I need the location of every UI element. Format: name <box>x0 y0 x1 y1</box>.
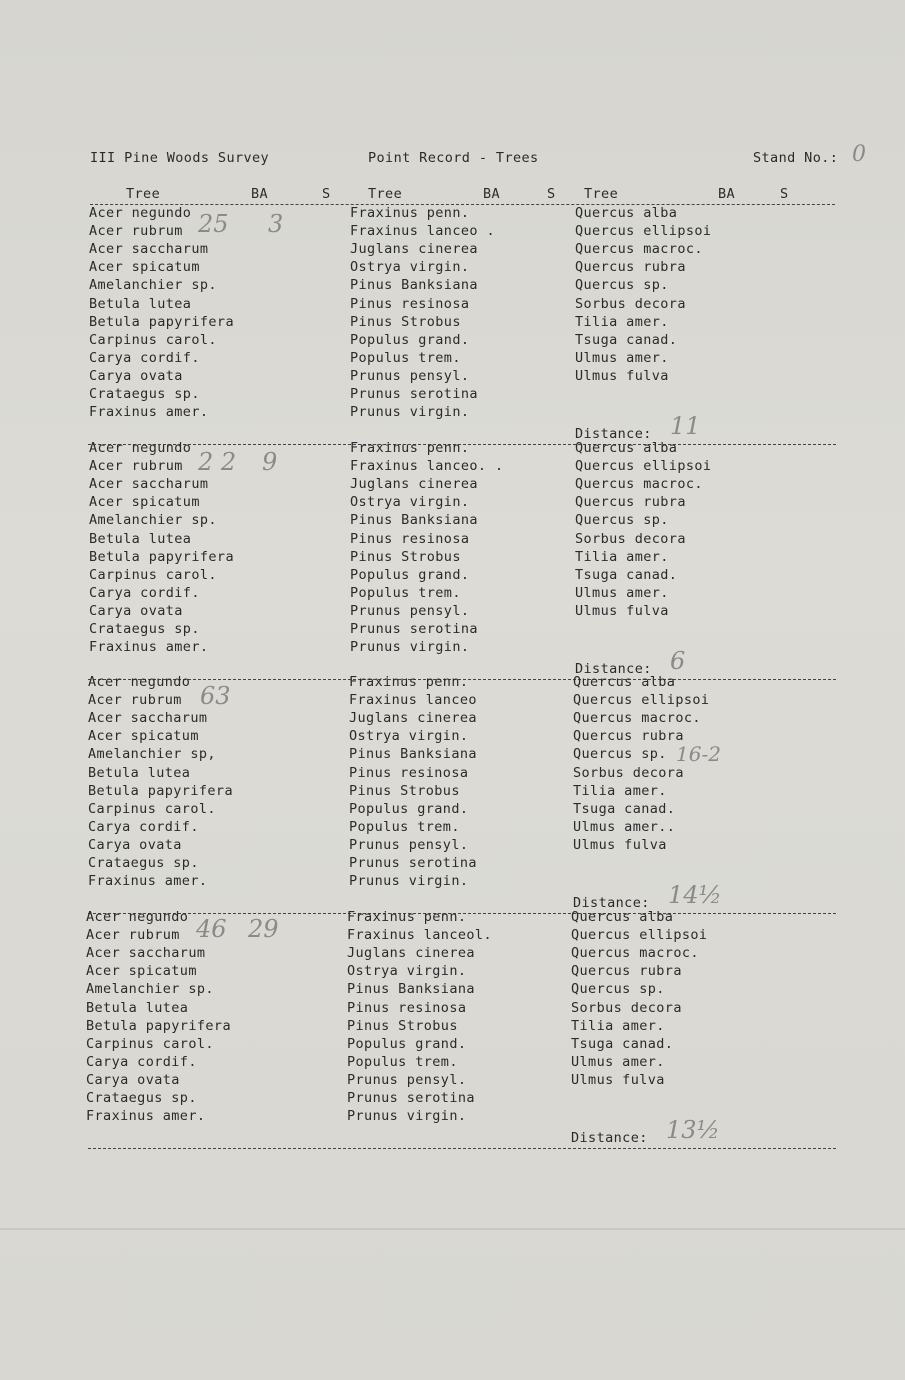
tree-species-entry: Carpinus carol. <box>89 331 217 348</box>
tree-species-entry: Ostrya virgin. <box>350 259 470 276</box>
tree-species-entry: Carya cordif. <box>89 584 200 601</box>
tree-species-entry: Acer saccharum <box>88 710 208 727</box>
tree-species-entry: Fraxinus amer. <box>89 639 209 656</box>
tree-species-entry: Ulmus fulva <box>573 836 667 853</box>
tree-species-entry: Quercus ellipsoi <box>573 692 710 709</box>
tree-species-entry: Amelanchier sp. <box>89 512 217 529</box>
col2-ba-header: BA <box>483 186 501 202</box>
distance-label: Distance: <box>575 426 652 443</box>
tree-species-entry: Tilia amer. <box>575 313 669 330</box>
handwritten-s-value: 9 <box>262 448 278 476</box>
handwritten-ba-value: 2 2 <box>198 448 237 476</box>
tree-species-entry: Prunus pensyl. <box>347 1071 467 1088</box>
tree-species-entry: Ulmus amer. <box>571 1053 665 1070</box>
tree-species-entry: Populus grand. <box>347 1035 467 1052</box>
tree-species-entry: Populus grand. <box>350 566 470 583</box>
tree-species-entry: Fraxinus penn. <box>347 909 467 925</box>
distance-label: Distance: <box>575 661 652 678</box>
tree-species-entry: Quercus macroc. <box>571 945 699 962</box>
tree-species-entry: Populus trem. <box>349 818 460 835</box>
tree-species-entry: Prunus serotina <box>347 1090 475 1106</box>
tree-species-entry: Pinus Banksiana <box>350 277 478 294</box>
tree-species-entry: Carpinus carol. <box>86 1035 214 1052</box>
tree-species-entry: Quercus macroc. <box>575 476 703 493</box>
tree-species-entry: Acer rubrum <box>89 223 183 240</box>
tree-species-entry: Juglans cinerea <box>349 710 477 727</box>
tree-species-entry: Ostrya virgin. <box>350 494 470 511</box>
tree-species-entry: Fraxinus amer. <box>89 404 209 421</box>
tree-species-entry: Sorbus decora <box>575 530 686 547</box>
distance-label: Distance: <box>573 895 650 912</box>
tree-species-entry: Crataegus sp. <box>88 855 199 871</box>
tree-species-entry: Tsuga canad. <box>573 800 676 817</box>
tree-species-entry: Ostrya virgin. <box>347 963 467 980</box>
tree-species-entry: Pinus Strobus <box>350 548 461 565</box>
tree-species-entry: Ulmus amer.. <box>573 818 676 835</box>
handwritten-distance-value: 13½ <box>666 1116 720 1145</box>
tree-species-entry: Betula lutea <box>89 295 192 312</box>
tree-species-entry: Prunus virgin. <box>350 639 470 656</box>
tree-species-entry: Acer spicatum <box>89 494 200 511</box>
tree-species-entry: Pinus Banksiana <box>347 981 475 998</box>
tree-species-entry: Acer negundo <box>89 440 192 456</box>
tree-species-entry: Crataegus sp. <box>86 1090 197 1106</box>
tree-species-entry: Juglans cinerea <box>350 241 478 258</box>
tree-species-entry: Carya cordif. <box>89 349 200 366</box>
tree-species-entry: Quercus alba <box>573 674 676 690</box>
tree-species-entry: Prunus virgin. <box>347 1108 467 1125</box>
tree-species-entry: Tilia amer. <box>573 782 667 799</box>
tree-species-entry: Fraxinus penn. <box>350 440 470 456</box>
tree-species-entry: Amelanchier sp. <box>89 277 217 294</box>
handwritten-distance-value: 6 <box>670 647 686 676</box>
tree-species-entry: Pinus Banksiana <box>349 746 477 763</box>
tree-species-entry: Acer saccharum <box>89 476 209 493</box>
tree-species-entry: Acer saccharum <box>86 945 206 962</box>
tree-species-entry: Acer rubrum <box>88 692 182 709</box>
tree-species-entry: Acer rubrum <box>86 927 180 944</box>
tree-species-entry: Quercus rubra <box>575 259 686 276</box>
handwritten-s-value: 29 <box>248 915 279 943</box>
tree-species-entry: Ulmus fulva <box>575 602 669 619</box>
col2-s-header: S <box>547 186 556 202</box>
tree-species-entry: Populus grand. <box>350 331 470 348</box>
handwritten-ba-value: 63 <box>200 682 231 710</box>
tree-species-entry: Acer spicatum <box>89 259 200 276</box>
handwritten-distance-value: 14½ <box>668 881 722 910</box>
tree-species-entry: Fraxinus lanceo . <box>350 223 495 240</box>
tree-species-entry: Populus trem. <box>350 584 461 601</box>
tree-species-entry: Populus trem. <box>350 349 461 366</box>
tree-species-entry: Betula lutea <box>89 530 192 547</box>
col2-tree-header: Tree <box>368 186 403 202</box>
col3-ba-header: BA <box>718 186 736 202</box>
stand-number-label: Stand No.: <box>753 150 839 166</box>
tree-species-entry: Tsuga canad. <box>575 331 678 348</box>
handwritten-note: 16-2 <box>676 742 721 766</box>
tree-species-entry: Ulmus fulva <box>571 1071 665 1088</box>
block-divider-rule <box>88 1148 836 1149</box>
tree-species-entry: Amelanchier sp, <box>88 746 216 763</box>
tree-species-entry: Acer saccharum <box>89 241 209 258</box>
tree-species-entry: Quercus sp. <box>575 277 669 294</box>
tree-species-entry: Quercus ellipsoi <box>575 223 712 240</box>
tree-species-entry: Prunus virgin. <box>349 873 469 890</box>
tree-species-entry: Acer spicatum <box>88 728 199 745</box>
tree-species-entry: Acer negundo <box>89 205 192 221</box>
tree-species-entry: Betula papyrifera <box>86 1017 231 1034</box>
tree-species-entry: Ostrya virgin. <box>349 728 469 745</box>
tree-species-entry: Betula papyrifera <box>89 313 234 330</box>
tree-species-entry: Quercus sp. <box>575 512 669 529</box>
tree-species-entry: Prunus virgin. <box>350 404 470 421</box>
tree-species-entry: Betula lutea <box>86 999 189 1016</box>
tree-species-entry: Ulmus amer. <box>575 349 669 366</box>
tree-species-entry: Pinus Strobus <box>349 782 460 799</box>
col1-tree-header: Tree <box>126 186 161 202</box>
tree-species-entry: Amelanchier sp. <box>86 981 214 998</box>
tree-species-entry: Quercus alba <box>575 205 678 221</box>
tree-species-entry: Juglans cinerea <box>350 476 478 493</box>
tree-species-entry: Tsuga canad. <box>571 1035 674 1052</box>
tree-species-entry: Fraxinus lanceol. <box>347 927 492 944</box>
tree-species-entry: Pinus resinosa <box>349 764 469 781</box>
col1-s-header: S <box>322 186 331 202</box>
tree-species-entry: Quercus macroc. <box>575 241 703 258</box>
tree-species-entry: Crataegus sp. <box>89 621 200 637</box>
tree-species-entry: Tilia amer. <box>575 548 669 565</box>
record-title: Point Record - Trees <box>368 150 539 166</box>
tree-species-entry: Sorbus decora <box>575 295 686 312</box>
col1-ba-header: BA <box>251 186 269 202</box>
tree-species-entry: Fraxinus penn. <box>349 674 469 690</box>
tree-species-entry: Pinus Strobus <box>350 313 461 330</box>
tree-species-entry: Pinus Banksiana <box>350 512 478 529</box>
tree-species-entry: Pinus resinosa <box>350 295 470 312</box>
tree-species-entry: Quercus sp. <box>573 746 667 763</box>
tree-species-entry: Populus trem. <box>347 1053 458 1070</box>
tree-species-entry: Tilia amer. <box>571 1017 665 1034</box>
tree-species-entry: Betula papyrifera <box>88 782 233 799</box>
tree-species-entry: Acer negundo <box>86 909 189 925</box>
tree-species-entry: Pinus resinosa <box>350 530 470 547</box>
tree-species-entry: Prunus serotina <box>350 621 478 637</box>
tree-species-entry: Pinus Strobus <box>347 1017 458 1034</box>
tree-species-entry: Acer negundo <box>88 674 191 690</box>
tree-species-entry: Carya ovata <box>88 836 182 853</box>
tree-species-entry: Carya cordif. <box>88 818 199 835</box>
tree-species-entry: Ulmus amer. <box>575 584 669 601</box>
tree-species-entry: Acer spicatum <box>86 963 197 980</box>
tree-species-entry: Prunus serotina <box>350 386 478 402</box>
col3-tree-header: Tree <box>584 186 619 202</box>
tree-species-entry: Quercus ellipsoi <box>571 927 708 944</box>
tree-species-entry: Betula papyrifera <box>89 548 234 565</box>
tree-species-entry: Quercus alba <box>571 909 674 925</box>
tree-species-entry: Sorbus decora <box>573 764 684 781</box>
tree-species-entry: Prunus pensyl. <box>350 367 470 384</box>
tree-species-entry: Fraxinus amer. <box>88 873 208 890</box>
tree-species-entry: Quercus rubra <box>573 728 684 745</box>
survey-title: III Pine Woods Survey <box>90 150 270 166</box>
tree-species-entry: Prunus pensyl. <box>350 602 470 619</box>
tree-species-entry: Acer rubrum <box>89 458 183 475</box>
tree-species-entry: Quercus alba <box>575 440 678 456</box>
tree-species-entry: Tsuga canad. <box>575 566 678 583</box>
stand-number-value: 0 <box>852 142 866 167</box>
handwritten-ba-value: 25 <box>198 210 229 238</box>
tree-species-entry: Prunus pensyl. <box>349 836 469 853</box>
tree-species-entry: Carya ovata <box>89 367 183 384</box>
distance-label: Distance: <box>571 1130 648 1147</box>
handwritten-ba-value: 46 <box>196 915 227 943</box>
tree-species-entry: Quercus sp. <box>571 981 665 998</box>
tree-species-entry: Quercus macroc. <box>573 710 701 727</box>
handwritten-distance-value: 11 <box>670 412 701 441</box>
tree-species-entry: Quercus rubra <box>571 963 682 980</box>
tree-species-entry: Fraxinus lanceo. . <box>350 458 504 475</box>
tree-species-entry: Pinus resinosa <box>347 999 467 1016</box>
tree-species-entry: Fraxinus lanceo <box>349 692 477 709</box>
col3-s-header: S <box>780 186 789 202</box>
tree-species-entry: Quercus rubra <box>575 494 686 511</box>
handwritten-s-value: 3 <box>268 210 284 238</box>
paper-fold-line <box>0 1228 905 1230</box>
tree-species-entry: Carya ovata <box>89 602 183 619</box>
tree-species-entry: Sorbus decora <box>571 999 682 1016</box>
tree-species-entry: Carya ovata <box>86 1071 180 1088</box>
tree-species-entry: Betula lutea <box>88 764 191 781</box>
tree-species-entry: Carpinus carol. <box>88 800 216 817</box>
tree-species-entry: Populus grand. <box>349 800 469 817</box>
tree-species-entry: Carya cordif. <box>86 1053 197 1070</box>
tree-species-entry: Carpinus carol. <box>89 566 217 583</box>
tree-species-entry: Prunus serotina <box>349 855 477 871</box>
tree-species-entry: Ulmus fulva <box>575 367 669 384</box>
tree-species-entry: Fraxinus penn. <box>350 205 470 221</box>
tree-species-entry: Fraxinus amer. <box>86 1108 206 1125</box>
tree-species-entry: Crataegus sp. <box>89 386 200 402</box>
tree-species-entry: Juglans cinerea <box>347 945 475 962</box>
tree-species-entry: Quercus ellipsoi <box>575 458 712 475</box>
